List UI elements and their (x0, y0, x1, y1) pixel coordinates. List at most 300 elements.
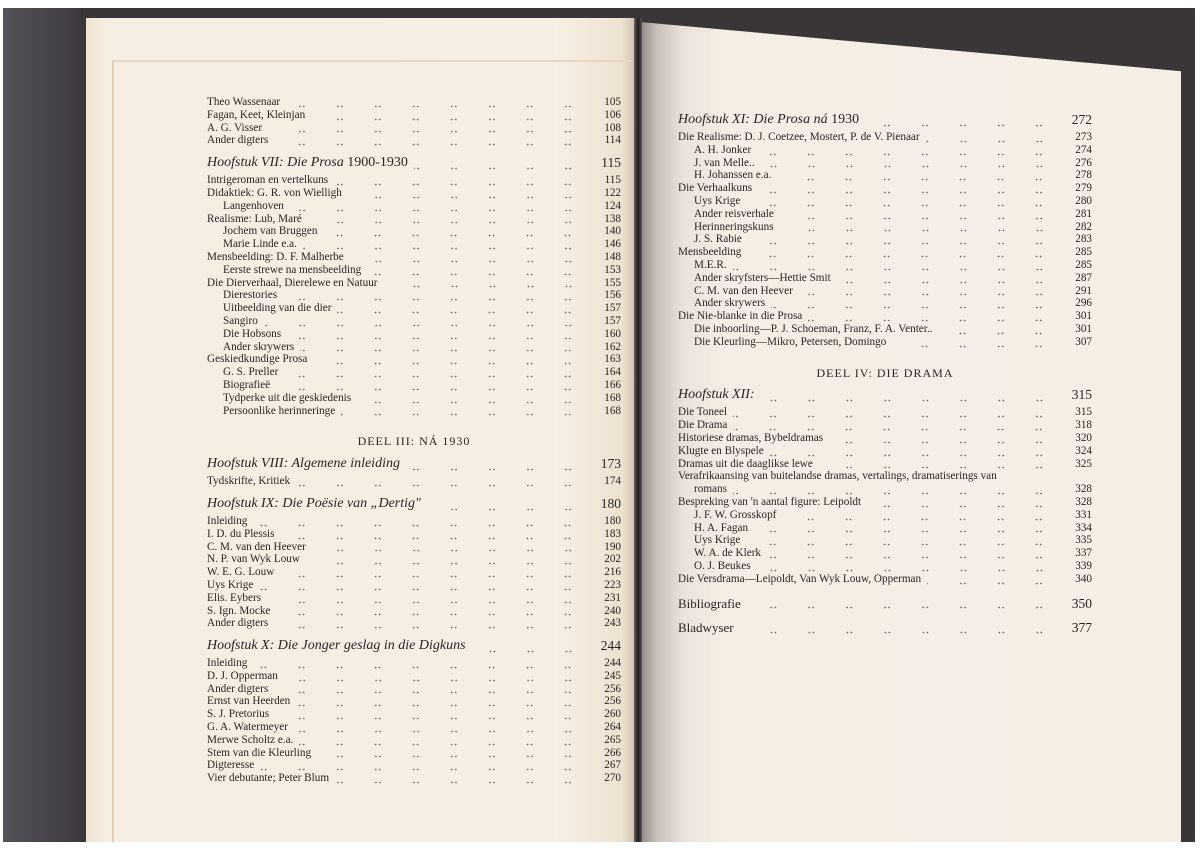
toc-entry (207, 122, 621, 135)
page-number: 106 (604, 108, 621, 121)
dot-leader (771, 298, 1060, 310)
toc-entry (678, 131, 1092, 144)
toc-entry (678, 195, 1092, 208)
entry-title: C. M. van den Heever (694, 284, 793, 297)
entry-title: Die Nie-blanke in die Prosa (678, 310, 803, 323)
page-number: 245 (604, 669, 621, 682)
entry-title: J. van Melle.. (694, 156, 755, 169)
toc-entry (207, 475, 621, 488)
dot-leader (733, 407, 1060, 419)
entry-title: Langenhoven (223, 199, 284, 212)
toc-entry (678, 221, 1092, 234)
dot-leader (926, 132, 1060, 144)
toc-entry (207, 566, 621, 579)
dot-leader (406, 460, 589, 472)
entry-title: H. Johanssen e.a. (694, 169, 772, 182)
dot-leader (740, 623, 1060, 635)
page-number: 105 (604, 96, 621, 108)
dot-leader (746, 535, 1060, 547)
dot-leader (747, 598, 1060, 610)
dot-leader (306, 554, 589, 566)
toc-entry (678, 233, 1092, 246)
dot-leader (819, 458, 1060, 470)
dot-leader (290, 201, 589, 213)
toc-entry (678, 157, 1092, 170)
left-page-contents (207, 96, 621, 785)
page-number: 124 (604, 199, 621, 212)
page-number: 115 (604, 174, 621, 187)
dot-leader (308, 213, 589, 225)
dot-leader (286, 97, 589, 109)
entry-title: Klugte en Blyspele (678, 444, 764, 457)
chapter-title: Hoofstuk VII: Die Prosa (207, 155, 344, 171)
toc-entry (678, 622, 1092, 635)
toc-entry (207, 134, 621, 147)
toc-entry (678, 496, 1092, 509)
page-number: 146 (604, 238, 621, 251)
page-number: 164 (604, 366, 621, 379)
entry-title (207, 638, 466, 654)
dot-leader (317, 747, 589, 759)
toc-entry (678, 483, 1092, 496)
entry-title: Bladwyser (678, 620, 734, 636)
toc-entry (207, 341, 621, 354)
dot-leader (757, 561, 1060, 573)
dot-leader (299, 735, 589, 747)
entry-title: Die inboorling—P. J. Schoeman, Franz, F. A. Venter.. (694, 322, 933, 335)
page-number: 157 (604, 302, 621, 315)
toc-entry (207, 747, 621, 760)
page-number: 281 (1075, 207, 1092, 220)
entry-title: Die Realisme: D. J. Coetzee, Mostert, P. de V. Pienaar (678, 131, 920, 143)
dot-leader (267, 593, 589, 605)
entry-title: Bespreking van 'n aantal figure: Leipoldt (678, 495, 862, 508)
page-number: 331 (1075, 508, 1092, 521)
page-number: 270 (604, 772, 621, 785)
entry-title: Vier debutante; Peter Blum (207, 772, 330, 785)
dot-leader (938, 324, 1060, 336)
dot-leader (384, 277, 589, 289)
dot-leader (334, 175, 589, 187)
dot-leader (283, 290, 589, 302)
dot-leader (427, 500, 589, 512)
entry-title: Bibliografie (678, 595, 741, 611)
toc-entry (207, 200, 621, 213)
page-number: 287 (1075, 271, 1092, 284)
page-edge-line (112, 60, 632, 62)
toc-entry (207, 328, 621, 341)
entry-title: G. S. Preller (223, 366, 279, 379)
page-number: 122 (604, 186, 621, 199)
entry-title: Uys Krige (694, 194, 741, 207)
dot-leader (767, 548, 1060, 560)
dot-leader (357, 393, 589, 405)
page-number: 190 (604, 540, 621, 553)
page-number: 267 (604, 759, 621, 772)
dot-leader (337, 303, 589, 315)
page-number: 231 (604, 591, 621, 604)
page-number: 180 (600, 495, 621, 511)
entry-title: Dierestories (223, 289, 278, 302)
page-number: 324 (1075, 444, 1092, 457)
page-number: 140 (604, 225, 621, 238)
chapter-heading (207, 638, 621, 654)
page-number: 216 (604, 566, 621, 579)
toc-entry (207, 759, 621, 772)
toc-entry (678, 509, 1092, 522)
entry-title: Marie Linde e.a. (223, 238, 297, 251)
toc-entry (207, 302, 621, 315)
page-number: 320 (1075, 431, 1092, 444)
dot-leader (757, 145, 1060, 157)
entry-title: S. Ign. Mocke (207, 604, 271, 617)
toc-entry (207, 605, 621, 618)
dot-leader (323, 226, 589, 238)
dot-leader (892, 337, 1060, 349)
page-number: 163 (604, 353, 621, 366)
page-number: 279 (1075, 182, 1092, 195)
dot-leader (274, 135, 589, 147)
entry-title: Stem van die Kleurling (207, 746, 312, 759)
dot-leader (284, 367, 589, 379)
toc-entry (678, 246, 1092, 259)
toc-entry (678, 595, 1092, 611)
page-number: 315 (1075, 406, 1092, 419)
toc-entry (678, 182, 1092, 195)
toc-entry (678, 470, 1092, 483)
entry-title: Historiese dramas, Bybeldramas (678, 431, 824, 444)
toc-entry (678, 144, 1092, 157)
entry-title: Uys Krige (694, 534, 741, 547)
toc-entry (207, 187, 621, 200)
toc-entry (678, 522, 1092, 535)
entry-title (678, 387, 755, 403)
dot-leader (312, 541, 589, 553)
toc-entry (207, 695, 621, 708)
toc-entry (207, 579, 621, 592)
toc-entry (678, 285, 1092, 298)
toc-entry (678, 208, 1092, 221)
entry-title: Jochem van Bruggen (223, 225, 318, 238)
page-number: 377 (1071, 620, 1092, 636)
dot-leader (253, 658, 589, 670)
toc-entry (207, 670, 621, 683)
entry-title: G. A. Watermeyer (207, 721, 288, 734)
toc-entry (207, 251, 621, 264)
entry-title: Tydskrifte, Kritiek (207, 475, 291, 488)
dot-leader (296, 476, 589, 488)
page-number: 168 (604, 404, 621, 417)
entry-title: Didaktiek: G. R. von Wielligh (207, 186, 342, 199)
dot-leader (927, 574, 1060, 586)
entry-title: D. J. Opperman (207, 669, 278, 682)
page-number: 153 (604, 263, 621, 276)
page-number: 148 (604, 250, 621, 263)
page-number: 202 (604, 553, 621, 566)
entry-title: Ander skryfsters—Hettie Smit (694, 271, 831, 284)
toc-entry (678, 259, 1092, 272)
page-number: 318 (1075, 419, 1092, 432)
dot-leader (799, 285, 1060, 297)
page-number: 285 (1075, 246, 1092, 259)
entry-title: I. D. du Plessis (207, 527, 275, 540)
entry-title: Elis. Eybers (207, 591, 262, 604)
page-number: 256 (604, 682, 621, 695)
entry-title: Dramas uit die daaglikse lewe (678, 457, 813, 470)
page-number: 335 (1075, 534, 1092, 547)
entry-title: Verafrikaansing van buitelandse dramas, vertalings, dramatiserings van (678, 470, 997, 483)
entry-title: Die Verhaalkuns (678, 182, 753, 195)
page-number: 282 (1075, 220, 1092, 233)
toc-entry (207, 379, 621, 392)
dot-leader (259, 580, 589, 592)
entry-title: M.E.R. (694, 258, 727, 271)
page-number: 285 (1075, 258, 1092, 271)
entry-title: Mensbeelding (678, 246, 742, 259)
page-number: 174 (604, 475, 621, 488)
page-number: 244 (600, 638, 621, 654)
toc-entry (207, 315, 621, 328)
toc-entry (207, 277, 621, 290)
dot-leader (777, 170, 1060, 182)
chapter-title: Hoofstuk X: Die Jonger geslag in die Digkuns (207, 638, 466, 654)
entry-title: Digteresse (207, 759, 255, 772)
page-number: 307 (1075, 335, 1092, 348)
dot-leader (303, 239, 589, 251)
toc-entry (207, 366, 621, 379)
toc-entry (207, 392, 621, 405)
entry-title: Merwe Scholtz e.a. (207, 733, 294, 746)
page-number: 138 (604, 212, 621, 225)
book-cover-edge (3, 8, 81, 842)
entry-title: A. H. Jonker (694, 143, 752, 156)
entry-title (207, 456, 400, 472)
dot-leader (284, 671, 589, 683)
toc-entry (207, 657, 621, 670)
page-number: 157 (604, 314, 621, 327)
toc-entry (678, 458, 1092, 471)
toc-entry (678, 169, 1092, 182)
page-number: 114 (604, 134, 621, 147)
toc-entry (207, 592, 621, 605)
page-number: 180 (604, 514, 621, 527)
page-number: 328 (1075, 483, 1092, 496)
chapter-title: Hoofstuk XI: Die Prosa ná (678, 112, 828, 127)
chapter-heading (207, 456, 621, 472)
page-number: 243 (604, 617, 621, 630)
page-number: 223 (604, 578, 621, 591)
dot-leader (747, 247, 1060, 259)
page-number: 115 (601, 155, 621, 171)
book-gutter (634, 18, 642, 842)
dot-leader (276, 380, 589, 392)
entry-title (207, 496, 421, 512)
toc-entry (207, 213, 621, 226)
chapter-title: Hoofstuk IX: Die Poësie van „Dertig" (207, 495, 421, 511)
toc-entry (207, 353, 621, 366)
page-number: 266 (604, 746, 621, 759)
dot-leader (335, 773, 589, 785)
page-number: 156 (604, 289, 621, 302)
dot-leader (837, 273, 1060, 285)
entry-title: C. M. van den Heever (207, 540, 306, 553)
entry-title: H. A. Fagan (694, 521, 749, 534)
toc-entry (678, 534, 1092, 547)
dot-leader (275, 709, 589, 721)
right-page-contents (678, 104, 1092, 635)
part-heading: DEEL IV: DIE DRAMA (816, 365, 954, 380)
page-number: 173 (600, 456, 621, 472)
dot-leader (733, 484, 1060, 496)
toc-entry (678, 272, 1092, 285)
dot-leader (274, 683, 589, 695)
toc-entry (207, 553, 621, 566)
dot-leader (754, 522, 1060, 534)
entry-title: Die Toneel (678, 406, 728, 419)
page-number: 301 (1075, 310, 1092, 323)
entry-title: N. P. van Wyk Louw (207, 553, 300, 566)
dot-leader (367, 265, 589, 277)
chapter-heading (678, 112, 1092, 128)
page-number: 337 (1075, 547, 1092, 560)
page-number: 166 (604, 378, 621, 391)
page-number: 315 (1071, 387, 1092, 403)
dot-leader (280, 529, 589, 541)
entry-title: Ander digters (207, 134, 269, 147)
page-number: 272 (1071, 112, 1092, 127)
dot-leader (414, 159, 589, 171)
entry-title (207, 155, 408, 171)
page-number: 162 (604, 340, 621, 353)
page-number: 276 (1075, 156, 1092, 169)
entry-title: Biografieë (223, 378, 271, 391)
toc-entry (207, 734, 621, 747)
entry-title: Herinneringskuns (694, 220, 774, 233)
toc-entry (207, 96, 621, 109)
entry-title: J. S. Rabie (694, 233, 742, 246)
dot-leader (350, 252, 589, 264)
page-number: 328 (1075, 495, 1092, 508)
dot-leader (867, 497, 1060, 509)
page-number: 240 (604, 604, 621, 617)
page-number: 350 (1071, 595, 1092, 611)
dot-leader (761, 157, 1060, 169)
entry-title: Tydperke uit die geskiedenis (223, 391, 352, 404)
dot-leader (733, 260, 1060, 272)
dot-leader (253, 516, 589, 528)
toc-entry (678, 560, 1092, 573)
dot-leader (808, 311, 1060, 323)
chapter-title: Hoofstuk VIII: Algemene inleiding (207, 456, 400, 472)
toc-entry (207, 708, 621, 721)
toc-entry (207, 528, 621, 541)
page-number: 340 (1075, 572, 1092, 585)
toc-entry (678, 323, 1092, 336)
dot-leader (264, 316, 589, 328)
entry-title: Die Hobsons (223, 327, 282, 340)
page-number: 168 (604, 391, 621, 404)
page-number: 256 (604, 695, 621, 708)
dot-leader (746, 196, 1060, 208)
dot-leader (780, 221, 1060, 233)
entry-title: Mensbeelding: D. F. Malherbe (207, 250, 344, 263)
dot-leader (829, 433, 1060, 445)
chapter-heading (207, 496, 621, 512)
dot-leader (341, 405, 589, 417)
entry-title: J. F. W. Grosskopf (694, 508, 777, 521)
chapter-years: 1900-1930 (343, 155, 408, 171)
entry-title: Ander skrywers (694, 297, 766, 310)
toc-entry (678, 432, 1092, 445)
entry-title: O. J. Beukes (694, 559, 751, 572)
entry-title: romans (694, 483, 727, 496)
dot-leader (733, 420, 1060, 432)
entry-title: A. G. Visser (207, 121, 263, 134)
dot-leader (472, 642, 589, 654)
page-number: 334 (1075, 521, 1092, 534)
toc-entry (207, 289, 621, 302)
entry-title: Ander skrywers (223, 340, 295, 353)
page-number: 273 (1075, 131, 1092, 143)
page-number: 265 (604, 733, 621, 746)
entry-title: Die Dierverhaal, Dierelewe en Natuur (207, 276, 378, 289)
entry-title: Die Kleurling—Mikro, Petersen, Domingo (694, 335, 887, 348)
page-number: 264 (604, 721, 621, 734)
dot-leader (770, 446, 1060, 458)
dot-leader (311, 110, 589, 122)
dot-leader (276, 605, 589, 617)
entry-title: Theo Wassenaar (207, 96, 281, 108)
entry-title: Die Versdrama—Leipoldt, Van Wyk Louw, Opperman (678, 572, 922, 585)
chapter-heading (678, 387, 1092, 403)
dot-leader (348, 188, 589, 200)
entry-title: Die Drama (678, 419, 728, 432)
page-number: 301 (1075, 322, 1092, 335)
toc-entry (678, 573, 1092, 586)
page-edge-line (112, 60, 114, 842)
entry-title: Geskiedkundige Prosa (207, 353, 308, 366)
entry-title: Uys Krige (207, 578, 254, 591)
toc-entry (207, 174, 621, 187)
dot-leader (748, 234, 1060, 246)
page-number: 291 (1075, 284, 1092, 297)
toc-entry (207, 772, 621, 785)
entry-title (678, 112, 859, 128)
toc-entry (678, 310, 1092, 323)
entry-title: W. A. de Klerk (694, 547, 762, 560)
dot-leader (274, 618, 589, 630)
toc-entry (678, 445, 1092, 458)
part-heading: DEEL III: NÁ 1930 (357, 434, 471, 449)
entry-title: Persoonlike herinneringe (223, 404, 336, 417)
page-number: 108 (604, 121, 621, 134)
dot-leader (865, 116, 1060, 128)
page-number: 339 (1075, 559, 1092, 572)
dot-leader (780, 209, 1060, 221)
entry-title: Uitbeelding van die dier (223, 302, 332, 315)
toc-entry (678, 336, 1092, 349)
toc-entry (207, 405, 621, 418)
chapter-title: Hoofstuk XII: (678, 387, 755, 403)
dot-leader (313, 354, 589, 366)
page-number: 278 (1075, 169, 1092, 182)
dot-leader (761, 391, 1060, 403)
entry-title: Ernst van Heerden (207, 695, 291, 708)
page-number: 183 (604, 527, 621, 540)
chapter-years: 1930 (827, 112, 860, 127)
page-number: 283 (1075, 233, 1092, 246)
page-number: 160 (604, 327, 621, 340)
